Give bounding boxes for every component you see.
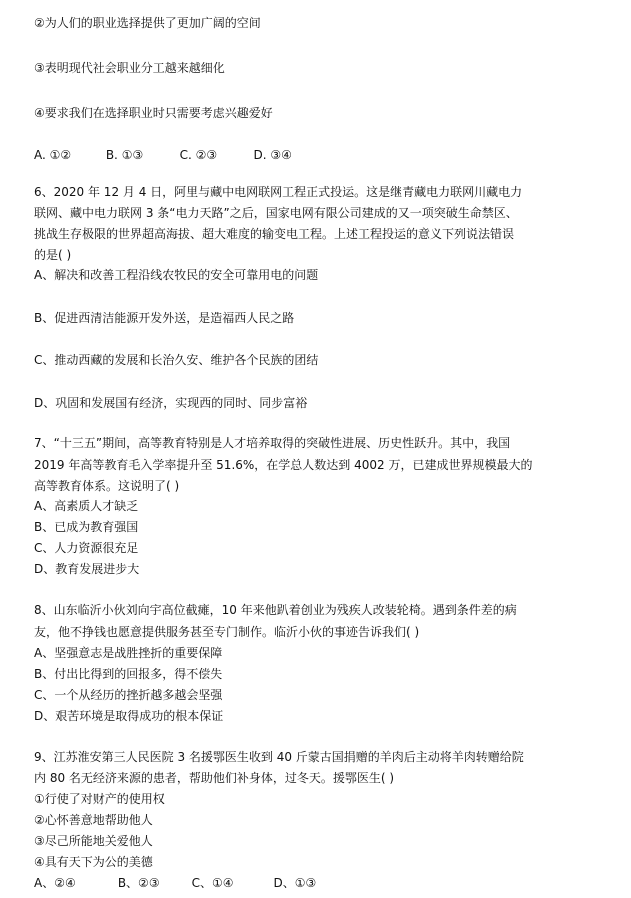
q5-options xyxy=(34,146,594,164)
q6-option-b: B、促进西清洁能源开发外送，是造福西人民之路 xyxy=(34,311,295,325)
q7-option-c: C、人力资源很充足 xyxy=(34,541,139,555)
q7-option-b: B、已成为教育强国 xyxy=(34,520,139,534)
q6-stem-line-4: 的是( ) xyxy=(34,248,72,262)
q9-item-4: ④具有天下为公的美德 xyxy=(34,855,153,869)
q9-item-3: ③尽己所能地关爱他人 xyxy=(34,834,153,848)
q5-item-3: ③表明现代社会职业分工越来越细化 xyxy=(34,61,225,75)
q6-option-d: D、巩固和发展国有经济，实现西的同时、同步富裕 xyxy=(34,396,308,410)
q6-stem-line-2: 联网、藏中电力联网 3 条“电力天路”之后，国家电网有限公司建成的又一项突破生命禁区、 xyxy=(34,206,518,220)
q5-item-2: ②为人们的职业选择提供了更加广阔的空间 xyxy=(34,16,261,30)
q5-option-d: D. ③④ xyxy=(253,148,292,162)
q8-option-a: A、坚强意志是战胜挫折的重要保障 xyxy=(34,646,223,660)
q9-item-2: ②心怀善意地帮助他人 xyxy=(34,813,153,827)
q7-stem-line-3: 高等教育体系。这说明了( ) xyxy=(34,479,180,493)
q7-option-d: D、教育发展进步大 xyxy=(34,562,140,576)
q6-stem-line-3: 挑战生存极限的世界超高海拔、超大难度的输变电工程。上述工程投运的意义下列说法错误 xyxy=(34,227,515,241)
q8-stem-line-2: 友，他不挣钱也愿意提供服务甚至专门制作。临沂小伙的事迹告诉我们( ) xyxy=(34,625,420,639)
q9-option-a: A、②④ xyxy=(34,876,76,890)
q5-option-c: C. ②③ xyxy=(179,148,218,162)
q7-stem-line-1: 7、“十三五”期间，高等教育特别是人才培养取得的突破性进展、历史性跃升。其中，我国 xyxy=(34,436,511,450)
q8-option-b: B、付出比得到的回报多，得不偿失 xyxy=(34,667,223,681)
q9-option-d: D、①③ xyxy=(273,876,317,890)
q6-option-a: A、解决和改善工程沿线农牧民的安全可靠用电的问题 xyxy=(34,268,319,282)
q9-option-b: B、②③ xyxy=(117,876,160,890)
q9-options xyxy=(34,874,594,892)
q5-option-a: A. ①② xyxy=(34,148,72,162)
q5-item-4: ④要求我们在选择职业时只需要考虑兴趣爱好 xyxy=(34,106,273,120)
q6-stem-line-1: 6、2020 年 12 月 4 日，阿里与藏中电网联网工程正式投运。这是继青藏电力联网川藏电力 xyxy=(34,185,523,199)
q8-option-c: C、一个从经历的挫折越多越会坚强 xyxy=(34,688,223,702)
q9-stem-line-1: 9、江苏淮安第三人民医院 3 名援鄂医生收到 40 斤蒙古国捐赠的羊肉后主动将羊肉转赠给院 xyxy=(34,750,524,764)
q6-option-c: C、推动西藏的发展和长治久安、维护各个民族的团结 xyxy=(34,353,319,367)
q5-option-b: B. ①③ xyxy=(105,148,144,162)
q9-option-c: C、①④ xyxy=(191,876,234,890)
q9-stem-line-2: 内 80 名无经济来源的患者，帮助他们补身体，过冬天。援鄂医生( ) xyxy=(34,771,395,785)
q8-stem-line-1: 8、山东临沂小伙刘向宇高位截瘫，10 年来他趴着创业为残疾人改装轮椅。遇到条件差的病 xyxy=(34,603,517,617)
q7-stem-line-2: 2019 年高等教育毛入学率提升至 51.6%，在学总人数达到 4002 万，已建成世界规模最大的 xyxy=(34,458,533,472)
q8-option-d: D、艰苦环境是取得成功的根本保证 xyxy=(34,709,224,723)
q9-item-1: ①行使了对财产的使用权 xyxy=(34,792,165,806)
q7-option-a: A、高素质人才缺乏 xyxy=(34,499,139,513)
